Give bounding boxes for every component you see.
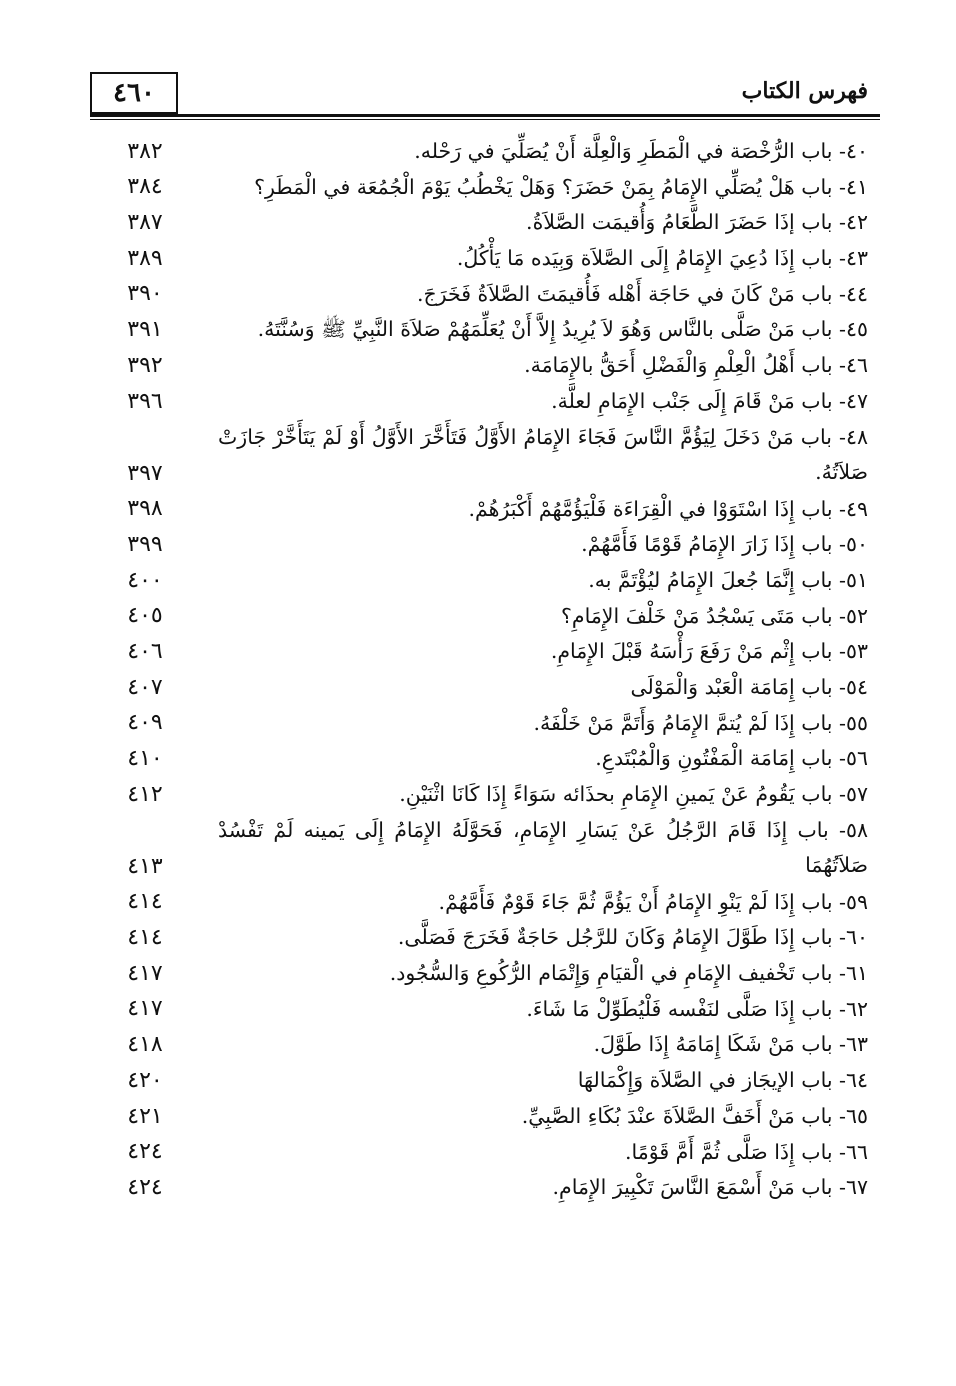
index-entry — [90, 777, 880, 813]
entry-page-number: ٣٨٩ — [127, 245, 163, 271]
entry-title: ٤١- باب هَلْ يُصَلِّي الإِمَامُ بِمَنْ حَضَرَ؟ وَهَلْ يَخْطُبُ يَوْمَ الْجُمُعَة في الْمَطَرِ؟ — [254, 174, 868, 199]
entry-page-number: ٣٩٢ — [127, 352, 163, 378]
index-entry — [90, 1099, 880, 1135]
index-entry — [90, 1170, 880, 1206]
page-header — [90, 72, 880, 118]
entry-title: ٦٣- باب مَنْ شَكَا إِمَامَهُ إِذَا طَوَّلَ. — [593, 1032, 868, 1057]
entry-page-number: ٣٨٤ — [127, 174, 163, 200]
entry-page-number: ٣٩٠ — [127, 281, 163, 307]
entry-page-number: ٤١٠ — [127, 746, 163, 771]
index-entry — [90, 634, 880, 670]
index-entry — [90, 420, 880, 492]
index-entry — [90, 170, 880, 206]
entry-title: ٦٧- باب مَنْ أَسْمَعَ النَّاسَ تَكْبِيرَ الإِمَامِ. — [552, 1175, 868, 1200]
entry-page-number: ٤١٤ — [127, 925, 163, 951]
entry-title: ٦٤- باب الإيجَاز في الصَّلاَة وَإِكْمَالهَا — [577, 1068, 868, 1093]
entry-page-number: ٤٠٠ — [127, 567, 163, 593]
index-entry — [90, 563, 880, 599]
entry-title: ٥٤- باب إِمَامَة الْعَبْد وَالْمَوْلَى — [630, 674, 868, 699]
entry-page-number: ٤١٣ — [127, 853, 163, 879]
entry-page-number: ٣٩٧ — [127, 460, 163, 486]
index-entry — [90, 205, 880, 241]
index-entry — [90, 527, 880, 563]
entry-title: ٦٦- باب إِذَا صَلَّى ثُمَّ أَمَّ قَوْمًا. — [625, 1139, 868, 1164]
entry-page-number: ٤١٧ — [127, 960, 163, 986]
index-entry — [90, 348, 880, 384]
entry-page-number: ٣٩١ — [127, 317, 163, 343]
index-entry — [90, 1027, 880, 1063]
entry-title: ٥١- باب إِنَّمَا جُعلَ الإِمَامُ ليُؤْتَمَّ به. — [588, 567, 868, 592]
index-entry — [90, 134, 880, 170]
entry-page-number: ٣٩٩ — [127, 531, 163, 557]
index-entry — [90, 885, 880, 921]
entry-title: ٥٣- باب إِثْم مَنْ رَفَعَ رَأْسَهُ قَبْلَ الإِمَامِ. — [550, 639, 868, 664]
index-entry — [90, 706, 880, 742]
entry-title: ٦٠- باب إِذَا طَوَّلَ الإِمَامُ وَكَانَ للرَّجُل حَاجَةٌ فَخَرَجَ فَصَلَّى. — [397, 925, 868, 950]
index-entry — [90, 599, 880, 635]
index-entry — [90, 813, 880, 885]
index-entry — [90, 992, 880, 1028]
entry-title: ٥٦- باب إِمَامَة الْمَفْتُونِ وَالْمُبْتَدعِ. — [595, 746, 868, 771]
entry-page-number: ٤٢٠ — [127, 1067, 163, 1093]
index-entry — [90, 1135, 880, 1171]
entry-title: ٦١- باب تَخْفيف الإِمَامِ في الْقيَامِ وَإِتْمَام الرُّكُوعِ وَالسُّجُود. — [389, 961, 868, 986]
index-entry — [90, 241, 880, 277]
entry-title: ٥٧- باب يَقُومُ عَنْ يَمينِ الإِمَامِ بحذَائه سَوَاءً إِذَا كَانَا اثْنَيْنِ. — [399, 782, 868, 806]
entry-title: ٤٨- باب مَنْ دَخَلَ لِيَؤُمَّ النَّاسَ فَجَاءَ الإِمَامُ الأَوَّلُ فَتَأَخَّرَ الأَوَّلُ أَوْ لَمْ يَتَأَخَّرْ جَازَتْ صَلاَتُهُ. — [218, 424, 868, 485]
header-rule-thin — [90, 119, 880, 120]
entry-title: ٤٥- باب مَنْ صَلَّى بالنَّاس وَهُوَ لاَ يُرِيدُ إِلاَّ أَنْ يُعَلِّمَهُمْ صَلاَةَ النَّبِيِّ ﷺ وَسُنَّتَهُ. — [257, 317, 868, 342]
entry-title: ٤٢- باب إذَا حَضَرَ الطَّعَامُ وَأُقيمَت الصَّلاَةُ. — [526, 210, 868, 235]
entry-title: ٤٤- باب مَنْ كَانَ في حَاجَة أَهْله فَأُقيمَتَ الصَّلاَةُ فَخَرَجَ. — [416, 281, 868, 306]
entry-page-number: ٤٢٤ — [127, 1139, 163, 1165]
page-number-box — [90, 72, 178, 114]
index-entry — [90, 670, 880, 706]
entry-page-number: ٤١٧ — [127, 996, 163, 1022]
entry-page-number: ٤٠٦ — [127, 638, 163, 664]
index-entry — [90, 956, 880, 992]
index-entry — [90, 312, 880, 348]
index-entry — [90, 741, 880, 777]
header-rule-thick — [90, 114, 880, 117]
index-entry — [90, 920, 880, 956]
entry-page-number: ٣٨٢ — [127, 138, 163, 164]
page-number: ٤٦٠ — [113, 78, 155, 108]
index-entry — [90, 277, 880, 313]
entry-title: ٤٠- باب الرُّخْصَة في الْمَطَرِ وَالْعِلَّة أَنْ يُصَلِّيَ في رَحْله. — [414, 139, 868, 163]
entry-title: ٥٩- باب إِذَا لَمْ يَنْوِ الإِمَامُ أَنْ يَؤُمَّ ثُمَّ جَاءَ قَوْمٌ فَأَمَّهُمْ. — [438, 889, 868, 914]
index-entries-list — [90, 134, 880, 1206]
entry-title: ٤٩- باب إِذَا اسْتَوَوْا في الْقِرَاءَة فَلْيَؤُمَّهُمْ أَكْبَرُهُمْ. — [468, 496, 868, 521]
entry-page-number: ٣٨٧ — [127, 210, 163, 236]
entry-page-number: ٤١٤ — [127, 889, 163, 915]
entry-title: ٥٠- باب إِذَا زَارَ الإِمَامُ قَوْمًا فَأَمَّهُمْ. — [581, 532, 868, 557]
entry-title: ٤٦- باب أَهْلُ الْعِلْمِ وَالْفَضْلِ أَحَقُّ بالإِمَامَة. — [524, 353, 868, 378]
index-entry — [90, 492, 880, 528]
running-title: فهرس الكتاب — [741, 78, 868, 104]
entry-title: ٦٥- باب مَنْ أَخَفَّ الصَّلاَةَ عنْدَ بُكَاءِ الصَّبِيِّ. — [521, 1103, 868, 1128]
entry-page-number: ٤٢١ — [127, 1103, 163, 1129]
index-entry — [90, 1063, 880, 1099]
entry-page-number: ٤٠٥ — [127, 603, 163, 629]
entry-page-number: ٣٩٨ — [127, 496, 163, 522]
entry-page-number: ٤٠٧ — [127, 674, 163, 700]
entry-title: ٥٢- باب مَتَى يَسْجُدُ مَنْ خَلْفَ الإِمَامِ؟ — [561, 603, 868, 628]
entry-page-number: ٤١٢ — [127, 781, 163, 807]
entry-title: ٥٥- باب إِذَا لَمْ يُتمَّ الإِمَامُ وَأَتَمَّ مَنْ خَلْفَهُ. — [533, 710, 868, 735]
entry-page-number: ٤٠٩ — [127, 710, 163, 736]
entry-title: ٤٧- باب مَنْ قَامَ إِلَى جَنْب الإِمَامِ لعلَّة. — [551, 388, 868, 413]
entry-page-number: ٣٩٦ — [127, 388, 163, 414]
entry-page-number: ٤١٨ — [127, 1032, 163, 1058]
index-entry — [90, 384, 880, 420]
entry-title: ٦٢- باب إِذَا صَلَّى لنَفْسه فَلْيُطَوِّلْ مَا شَاءَ. — [526, 996, 868, 1021]
entry-page-number: ٤٢٤ — [127, 1174, 163, 1200]
entry-title: ٥٨- باب إِذَا قَامَ الرَّجُلُ عَنْ يَسَارِ الإِمَامِ، فَحَوَّلَهُ الإِمَامُ إِلَى يَمينه لَمْ تَفْسُدْ صَلاَتُهُمَا — [218, 817, 868, 878]
entry-title: ٤٣- باب إِذَا دُعِيَ الإِمَامُ إِلَى الصَّلاَة وَبِيَده مَا يَأْكُلُ. — [456, 246, 868, 271]
